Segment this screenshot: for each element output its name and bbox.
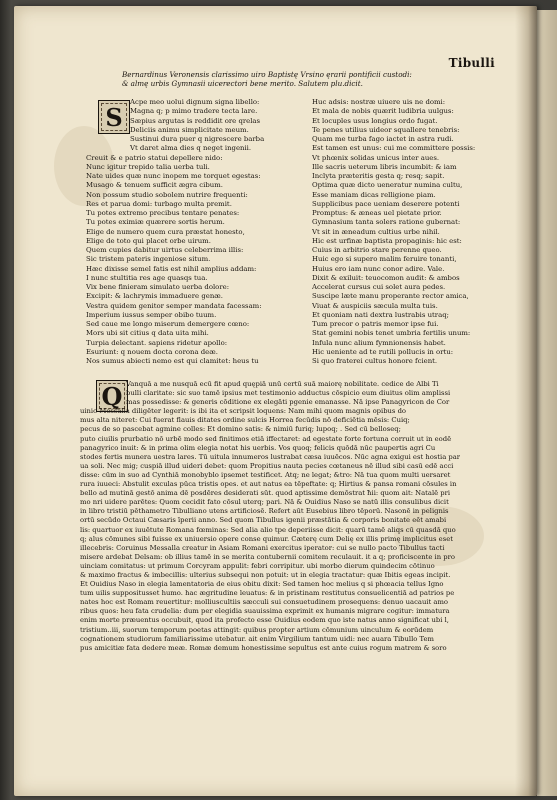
verse-line: Turpia delectant. sapiens ridetur apollo: — [86, 338, 228, 347]
verse-line: Et locuples usus longius ordo fugat. — [312, 116, 438, 125]
prose-line: pecus de so pascebat agmine colles: Et domino satis: & nimiū furiq; lupoq; . Sed cū belloseq; — [80, 425, 401, 434]
book-page — [14, 6, 537, 796]
verse-line: Magna q; p mimo tradere tecta lare. — [130, 107, 258, 116]
verse-line: Vt daret alma dies q neget ingenii. — [130, 144, 252, 153]
prose-line: panagyrico inuit: & in prima olim elegia notat his uerbis. Vos quoq; felicis quōdā nūc paupertis agri Cu — [80, 443, 436, 452]
prose-line: ortū secūdo Octaui Cæsaris īperii anno. Sed quom Tibullus igenii præstātia & corporis bonitate eēt amabi — [80, 516, 447, 525]
dedication-heading — [122, 70, 502, 88]
verse-line: Inclyta præteritis gesta q; resq; sapit. — [312, 172, 445, 180]
prose-line: enim morte præuentus occubuit, quod ita profecto esse Ouidius eodem quo iste natus anno significat ubi l, — [80, 616, 449, 625]
prose-line: tum uilis suppositusset humo. hac ægritudine leuatus: & in pristinam restitutus consuelicentiā ad patrios pe — [80, 589, 455, 598]
prose-line: mo nri uidere parētes: Quom cecidit fato cōsul uterq; pari. Nā & Ouidius Naso se natū illis consulibus dicit — [80, 498, 449, 507]
verse-line: Musago & tenuem sufficit ægra cibum. — [86, 181, 223, 190]
prose-line: Et Ouidius Naso in elegia lamentatoria de eius obitu dixit: Sed tamen hoc melius q si phœacia tellus Igno — [80, 580, 444, 589]
prose-line: q; alus cōmunes sibi fuisse ex uniuersio opere conse quimur. Cæterę cum Delię ex illis primę implicitus eset — [80, 534, 453, 543]
verse-line: I nunc stultitia res age quasqs tua. — [86, 273, 208, 282]
prose-line: uinciam comitatus: ut primum Corcyram appulit: febri corripitur. ubi morbo dierum quindecim cōtinuo — [80, 561, 435, 570]
verse-line: Infula nunc alium fymnionensis habet. — [312, 338, 446, 347]
running-head: Tibulli — [448, 56, 495, 70]
verse-line: Suscipe læte manu properante rector amica, — [312, 292, 469, 301]
initial-letter: S — [105, 102, 123, 132]
verse-line: Huius ero iam nunc conor adire. Vale. — [312, 264, 445, 273]
verse-line: Optima quæ dicto ueneratur numina cultu, — [312, 181, 463, 190]
verse-line: Te penes utilius uideor squallere tenebris: — [312, 125, 460, 134]
prose-line: bulli claritate: sic suo tamē ipsius met testimonio adductus cōspicio eum diuitus olim amplissi — [126, 389, 451, 398]
verse-line: Gymnasium tanta solers ratione gubernat: — [312, 218, 461, 227]
prose-line: ribus quos: heu fata crudelia: dum per elegidia suauissima exprimit ex humanis migrare cogitur: immatura — [80, 607, 450, 616]
prose-line: in libro tristiū pēthametro Tibulliano utens artificiosē. Refert aūt Eusebius libro tēporū. Nasonē in pelignis — [80, 507, 449, 516]
verse-line: Vt sit in æneadum cultius urbe nihil. — [312, 227, 440, 236]
verse-line: Hæc dixisse semel fatis est nihil amplius addam: — [86, 264, 257, 273]
verse-line: Huic ego si supero malim feruire tonanti, — [312, 255, 457, 264]
verse-line: Quam me turba fago iactet in astra rudi. — [312, 135, 454, 143]
verse-line: Tum precor o patris memor ipse fui. — [312, 320, 439, 328]
verse-line: Imperium iussus semper obibo tuum. — [86, 310, 217, 319]
prose-line: uinio Messalla diligēter legerit: is ibi ita et scripsit loquens: Nam mihi quom magnis opibus do — [80, 407, 407, 416]
verse-line: Huc adsis: nostræ uiuere uis ne domi: — [312, 98, 446, 106]
prose-line: puto ciuilis prurbatio nō urbē modo sed finitimos etiā iffectaret: ad egestate forte fortuna corruit ut in eodē — [80, 434, 452, 443]
initial-letter: Q — [101, 381, 123, 411]
verse-line: Deliciis animu simplicitate meum. — [130, 125, 249, 134]
prose-line: pus amicitiæ fata dedere meæ. Romæ demum honestissime sepultus est ante cuius rogum matrem & soro — [80, 643, 447, 652]
verse-line: Vestra quidem genitor semper mandata facessam: — [86, 301, 262, 310]
verse-line: Esuriunt: q nouem docta corona deæ. — [86, 347, 218, 356]
verse-line: Vt phœnix solidas unicus inter aues. — [312, 153, 440, 162]
next-page-edge — [537, 10, 557, 796]
verse-line: Sic tristem pateris ingeniose situm. — [86, 255, 211, 264]
verse-line: Creuit & e patrio statui depellere nido: — [86, 153, 223, 162]
prose-line: mas possedisse: & generis cōditione ex elegāti pgenie emanasse. Nā ipse Panagyricon de Cor — [126, 398, 450, 407]
heading-line: & almę urbis Gymnasii uicerectori bene merito. Salutem plu.dicit. — [122, 79, 363, 88]
verse-line: Et quoniam nati dextra lustrabis utraq; — [312, 310, 449, 319]
prose-line: bello ad mutinā gestō anima dē posdēres desiderati sūt. quod aptissime demōstrat ħii: quom ait: Natalē pri — [80, 489, 451, 498]
verse-line: Esse maniam dicas relligione piam. — [312, 190, 436, 199]
heading-line: Bernardinus Veronensis clarissimo uiro Baptistę Vrsino ęrarii pontificii custodi: — [122, 70, 412, 79]
prose-line: nates hoc est Romam reuertitur: molliuscultiis sæcculi sui consuetudinem prosequens: denuo uacauit amo — [80, 598, 448, 607]
verse-line: Quem cupies dabitur uirtus celeberrima illis: — [86, 246, 244, 254]
verse-line: Et mala de nobis quærit ludibria uulgus: — [312, 107, 454, 116]
prose-line: illecebris: Coruinus Messalla creatur in Asiam Romani exercitus iperator: cui se nullo pacto Tibullus tacti — [80, 543, 445, 552]
verse-line: Hic est urfinæ baptista propaginis: hic est: — [312, 236, 462, 245]
verse-line: Nunc igitur trepido talia uerba tuli. — [86, 162, 210, 171]
verse-line: Nos sumus abiecti nemo est qui clamitet: heus tu — [86, 357, 259, 365]
verse-line: Tu potes eximiæ quærere sortis herum. — [86, 218, 225, 227]
verse-line: Viuat & auspiciis sæcula multa tuis. — [312, 301, 438, 310]
prose-line: ua soli. Nec mig; cuspiā illud uideri debet: quom Propitius nauta pecies cœtaneus nē illud sibi casū edē acci — [80, 461, 454, 470]
verse-line: Mors ubi sit citius q data uita mihi. — [86, 329, 209, 338]
verse-line: Non possum studio sobolem nutrire frequenti: — [86, 190, 248, 199]
verse-line: Supplicibus pace ueniam deserere potenti — [312, 199, 460, 208]
prose-line: misere ardebat Delsam: ob illius tamē in se merita contubernii comitem reculauit. it a q; proficiscente in pro — [80, 552, 455, 561]
prose-line: cognationem studiorum familiarissime utebatur. ait enim Virgilium tantum uidi: nec auara Tibullo Tem — [80, 634, 434, 643]
verse-line: Ille sacris ueterum libris incumbit: & iam — [312, 162, 457, 171]
prose-line: & maximo fractus & imbecillis: ulterius subsequi non potuit: ut in elegia tractatur: quæ Ibitis egeas incipit. — [80, 570, 451, 579]
prose-block — [80, 380, 528, 653]
verse-line: Stat gemini nobis tenet umbria fertilis unum: — [312, 329, 471, 338]
prose-line: Vanquā a me nusquā ecū fit apud quępiā unū certū suā maiorę nobilitate. cedice de Albi Ti — [126, 380, 439, 388]
verse-line: Si quo fraterei cultus honore fcient. — [312, 357, 438, 365]
verse-line: Promptus: & æneas uel pietate prior. — [312, 209, 442, 217]
verse-line: Res et parua domi: turbago multa premit. — [86, 199, 232, 208]
verse-line: Sed caue me longo miserum demergere cœno: — [86, 320, 250, 328]
verse-line: Est tamen est unus: cui me committere possis: — [312, 144, 476, 153]
verse-line: Elige de numero quem cura præstat honesto, — [86, 227, 245, 236]
prose-line: tristium..iii, suorum temporum poetas attingit: quibus propter artium cōmunium uinculum & eorūdem — [80, 625, 434, 634]
verse-line: Tu potes extremo precibus tentare penates: — [86, 209, 240, 217]
verse-line: Cuius in arbitrio stare perenne queo. — [312, 246, 442, 254]
prose-line: rura iuueci: Abstulit exculas pūca tristis opes. et aut natus ea tēpeftate: q; Hirtius & pansa romani cōsules in — [80, 480, 457, 489]
verse-column-left — [86, 98, 311, 366]
verse-line: Hic ueniente ad te rutili pollucis in ortu: — [312, 347, 454, 356]
verse-line: Nate uides quæ nunc inopem me torquet egestas: — [86, 172, 261, 180]
prose-line: lis: quartuor ex iuuētute Romana fœminas: Sed alia alio tpe deperiisse dicit: quarū tamē aliqs cū quasdā quo — [80, 525, 456, 534]
verse-line: Sæpius argutas is reddidit ore qrelas — [130, 116, 261, 125]
prose-line: stodes fertis munera uestra lares. Tū uitula innumeros lustrabat cæsa iuuēcos. Nūc agna exigui est hostia par — [80, 452, 461, 461]
verse-line: Accelerat cursus cui solet aura pedes. — [312, 283, 446, 291]
verse-line: Vix bene finieram simulato uerba dolore: — [86, 283, 230, 291]
verse-line: Dixit & exiluit: teuocomon audit: & ambos — [312, 273, 460, 282]
verse-line: Acpe meo uolui dignum signa libello: — [130, 98, 260, 106]
verse-column-right — [312, 98, 524, 366]
prose-line: disse: cūm in suo ad Cynthiā monobyblo ipsemet testificet. Atq; ne legat; &tro: Nā tua quom multi uersaret — [80, 470, 451, 479]
prose-line: mus alta niteret: Cui fuerat flauis ditates ordine sulcis Horrea fecūdis nō deficiētia mēsis: Cuiq; — [80, 416, 410, 425]
verse-line: Excipit: & lachrymis immaduere genæ. — [86, 292, 223, 301]
verse-line: Elige de toto qui placet orbe uirum. — [86, 236, 211, 245]
verse-line: Sustinui dura puer q nigrescere barba — [130, 135, 265, 143]
